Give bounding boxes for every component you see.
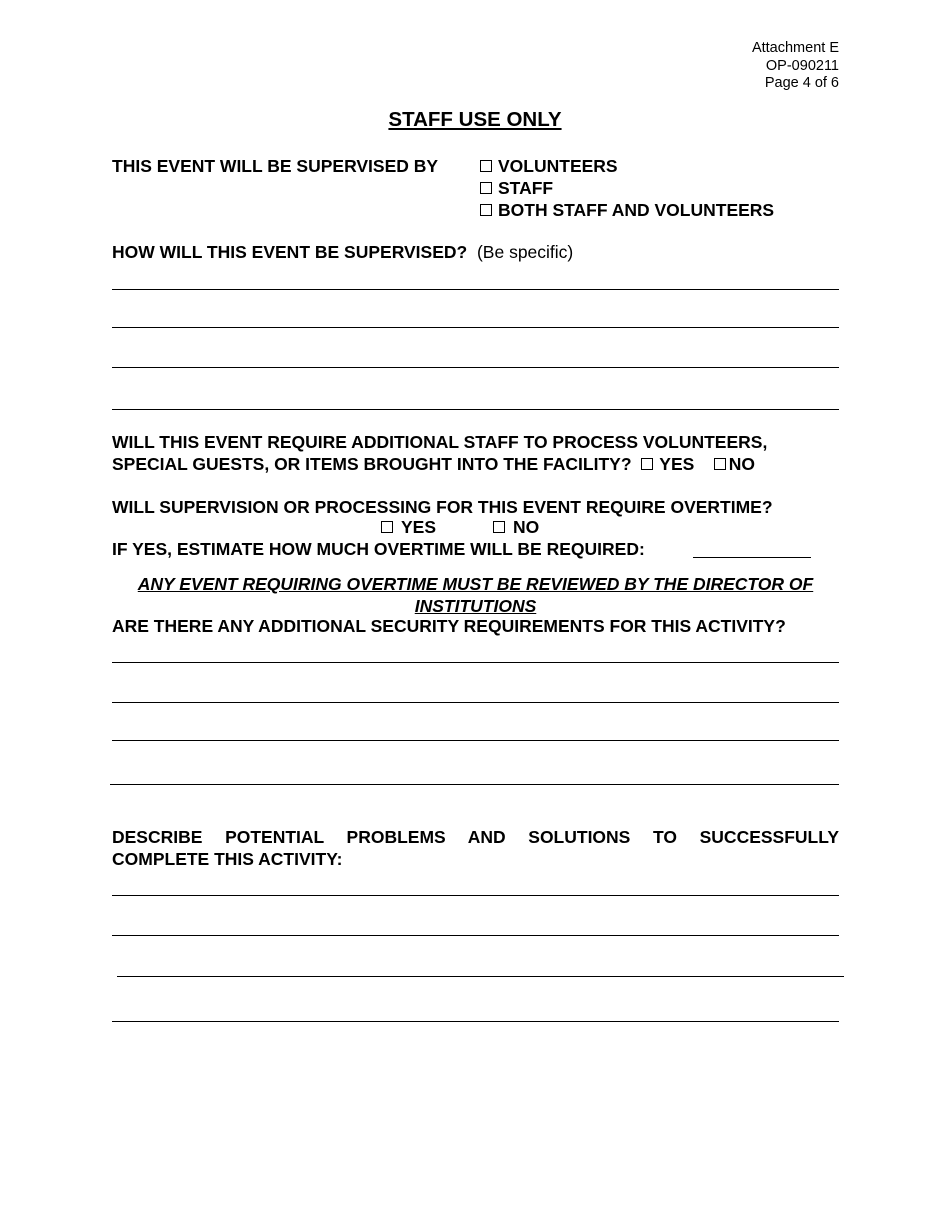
additional-staff-yes[interactable] (641, 453, 694, 475)
problems-line1: DESCRIBE POTENTIAL PROBLEMS AND SOLUTIONS TO SUCCESSFULLY (112, 827, 839, 847)
attachment-label: Attachment E (751, 40, 839, 56)
answer-line-supervised-2[interactable] (112, 327, 839, 328)
answer-line-supervised-3[interactable] (112, 367, 839, 368)
additional-staff-yes-label: YES (659, 454, 695, 474)
answer-line-security-2[interactable] (112, 702, 839, 703)
overtime-estimate-label: IF YES, ESTIMATE HOW MUCH OVERTIME WILL BE REQUIRED: (112, 539, 645, 559)
checkbox-additional-staff-no[interactable] (714, 458, 726, 470)
overtime-yes[interactable] (381, 516, 436, 538)
overtime-no-label: NO (513, 517, 540, 537)
option-staff-label: STAFF (498, 178, 554, 198)
overtime-notice (112, 573, 839, 617)
option-both[interactable] (480, 199, 774, 221)
answer-line-security-3[interactable] (112, 740, 839, 741)
overtime-no[interactable] (493, 516, 539, 538)
additional-staff-line1: WILL THIS EVENT REQUIRE ADDITIONAL STAFF TO PROCESS VOLUNTEERS, (112, 432, 768, 452)
supervised-by-options (480, 155, 774, 221)
answer-line-problems-4[interactable] (112, 1021, 839, 1022)
answer-line-problems-2[interactable] (112, 935, 839, 936)
how-supervised-question (112, 241, 573, 263)
checkbox-volunteers[interactable] (480, 160, 492, 172)
overtime-yes-label: YES (401, 517, 437, 537)
supervised-by-label: THIS EVENT WILL BE SUPERVISED BY (112, 156, 439, 176)
option-volunteers-label: VOLUNTEERS (498, 156, 618, 176)
overtime-question: WILL SUPERVISION OR PROCESSING FOR THIS EVENT REQUIRE OVERTIME? (112, 497, 773, 517)
checkbox-overtime-no[interactable] (493, 521, 505, 533)
overtime-estimate-field[interactable] (693, 557, 811, 558)
additional-staff-question (112, 431, 852, 475)
answer-line-security-1[interactable] (112, 662, 839, 663)
answer-line-supervised-4[interactable] (112, 409, 839, 410)
additional-staff-no-label: NO (728, 454, 755, 474)
problems-line2: COMPLETE THIS ACTIVITY: (112, 849, 343, 869)
how-supervised-label: HOW WILL THIS EVENT BE SUPERVISED? (112, 242, 468, 262)
answer-line-security-4[interactable] (110, 784, 839, 785)
form-number: OP-090211 (765, 57, 839, 74)
checkbox-overtime-yes[interactable] (381, 521, 393, 533)
how-supervised-hint: (Be specific) (476, 242, 574, 262)
answer-line-problems-3[interactable] (117, 976, 844, 977)
additional-staff-no[interactable] (714, 453, 755, 475)
answer-line-supervised-1[interactable] (112, 289, 839, 290)
page-number: Page 4 of 6 (764, 75, 839, 91)
overtime-notice-line2: INSTITUTIONS (414, 596, 537, 616)
overtime-notice-line1: ANY EVENT REQUIRING OVERTIME MUST BE REVIEWED BY THE DIRECTOR OF (137, 574, 814, 594)
checkbox-additional-staff-yes[interactable] (641, 458, 653, 470)
answer-line-problems-1[interactable] (112, 895, 839, 896)
problems-question (112, 826, 839, 870)
additional-staff-line2: SPECIAL GUESTS, OR ITEMS BROUGHT INTO THE FACILITY? (112, 454, 632, 474)
additional-staff-line2-row (112, 453, 852, 475)
security-question: ARE THERE ANY ADDITIONAL SECURITY REQUIREMENTS FOR THIS ACTIVITY? (112, 616, 786, 636)
option-staff[interactable] (480, 177, 553, 199)
option-both-label: BOTH STAFF AND VOLUNTEERS (498, 200, 775, 220)
option-volunteers[interactable] (480, 155, 618, 177)
checkbox-staff[interactable] (480, 182, 492, 194)
checkbox-both[interactable] (480, 204, 492, 216)
page-title: STAFF USE ONLY (388, 108, 562, 131)
document-header (752, 40, 839, 93)
